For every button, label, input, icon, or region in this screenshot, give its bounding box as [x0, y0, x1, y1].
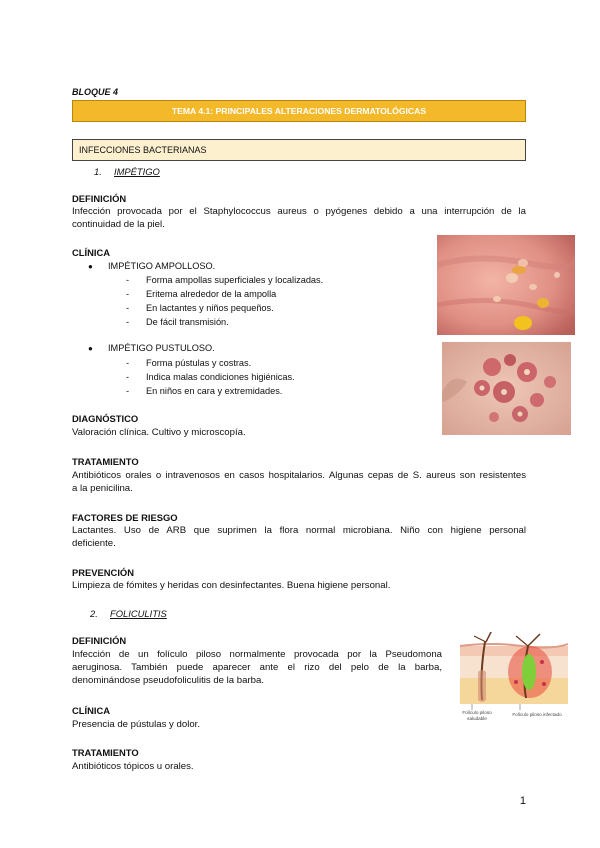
section-title-bar: INFECCIONES BACTERIANAS [72, 139, 526, 161]
pustuloso-bullet: ● IMPÉTIGO PUSTULOSO. [88, 343, 215, 353]
impetigo-factores-heading: FACTORES DE RIESGO [72, 512, 178, 523]
foliculitis-tratamiento-text: Antibióticos tópicos u orales. [72, 761, 194, 772]
bullous-impetigo-photo [437, 235, 575, 335]
impetigo-clinica-heading: CLÍNICA [72, 247, 111, 258]
ampolloso-item: - Eritema alrededor de la ampolla [126, 289, 277, 299]
pustuloso-item: - Indica malas condiciones higiénicas. [126, 372, 295, 382]
page-number: 1 [519, 795, 526, 807]
pustuloso-item: - En niños en cara y extremidades. [126, 386, 283, 396]
impetigo-prevencion-heading: PREVENCIÓN [72, 567, 134, 578]
impetigo-factores-text: Lactantes. Uso de ARB que suprimen la flora normal microbiana. Niño con higiene personal deficiente. [72, 525, 526, 549]
impetigo-diagnostico-text: Valoración clínica. Cultivo y microscopía. [72, 427, 246, 438]
bloque-label: BLOQUE 4 [72, 87, 119, 97]
diagram-label-healthy: Folículo piloso saludable [462, 710, 492, 721]
impetigo-definicion-heading: DEFINICIÓN [72, 193, 127, 204]
foliculitis-definicion-text: Infección de un folículo piloso normalmente provocada por la Pseudomona aeruginosa. También puede aparecer ante el rizo del pelo de la barba, denominándose pseudofoliculitis de la barba. [72, 649, 442, 686]
impetigo-tratamiento-heading: TRATAMIENTO [72, 456, 139, 467]
foliculitis-clinica-text: Presencia de pústulas y dolor. [72, 719, 200, 730]
foliculitis-definicion-heading: DEFINICIÓN [72, 635, 127, 646]
pustuloso-item: - Forma pústulas y costras. [126, 358, 252, 368]
ampolloso-item: - De fácil transmisión. [126, 317, 229, 327]
ampolloso-item: - En lactantes y niños pequeños. [126, 303, 274, 313]
impetigo-definicion-text: Infección provocada por el Staphylococcus aureus o pyógenes debido a una interrupción de la continuidad de la piel. [72, 206, 526, 230]
pustular-impetigo-photo [442, 342, 571, 435]
impetigo-diagnostico-heading: DIAGNÓSTICO [72, 413, 139, 424]
ampolloso-item: - Forma ampollas superficiales y localizadas. [126, 275, 324, 285]
foliculitis-heading: 2. FOLICULITIS [90, 608, 167, 619]
foliculitis-clinica-heading: CLÍNICA [72, 705, 111, 716]
foliculitis-tratamiento-heading: TRATAMIENTO [72, 747, 139, 758]
impetigo-prevencion-text: Limpieza de fómites y heridas con desinfectantes. Buena higiene personal. [72, 580, 391, 591]
impetigo-heading: 1. IMPÉTIGO [94, 166, 160, 177]
topic-title-bar: TEMA 4.1: PRINCIPALES ALTERACIONES DERMATOLÓGICAS [72, 100, 526, 122]
impetigo-tratamiento-text: Antibióticos orales o intravenosos en casos hospitalarios. Algunas cepas de S. aureus son resistentes a la penicilina. [72, 470, 526, 494]
ampolloso-bullet: ● IMPÉTIGO AMPOLLOSO. [88, 261, 216, 271]
diagram-label-infected: Folículo piloso infectado [512, 712, 562, 717]
follicle-diagram [452, 632, 572, 728]
